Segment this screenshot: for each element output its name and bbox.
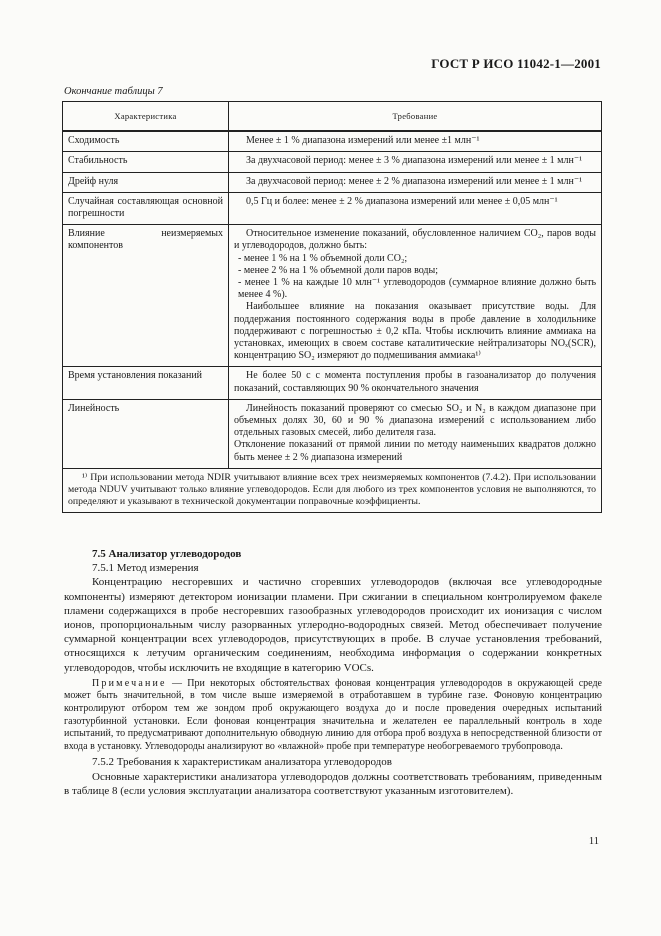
table-row [63, 131, 602, 152]
note-paragraph [64, 678, 602, 754]
table-row [63, 367, 602, 399]
requirement-text: Наибольшее влияние на показания оказывает присутствие воды. Для поддержания постоянного содержания воды в пробе давление в холодильнике поддерживают с погрешностью ± 0,2 кПа. Чтобы исключить влияние аммиака на установках, имеющих в своем составе каталитические нейтрализаторы NOₓ(SCR), концентрацию SO₂ измеряют до подмешивания аммиака¹⁾ [234, 301, 596, 362]
characteristic-name: Случайная составляющая основной погрешности [68, 195, 223, 220]
characteristic-cell [63, 399, 229, 468]
requirement-cell [229, 192, 602, 224]
table-row [63, 225, 602, 367]
characteristic-name: Влияние неизмеряемых компонентов [68, 228, 223, 252]
section-title: 7.5 Анализатор углеводородов [92, 548, 242, 560]
table-7 [62, 101, 602, 513]
table-row [63, 192, 602, 224]
characteristic-name: Стабильность [68, 155, 128, 167]
table-footnote: ¹⁾ При использовании метода NDIR учитывают влияние всех трех неизмеряемых компонентов (7.4.2). При использовании метода NDUV учитывают только влияние углеводородов. Если для любого из трех компонентов условия не выполняются, то определяют и указывают в технической документации поправочные коэффициенты. [63, 468, 602, 512]
requirement-text: - менее 1 % на каждые 10 млн⁻¹ углеводородов (суммарное влияние должно быть менее 4 %). [238, 277, 596, 301]
table-row [63, 399, 602, 468]
requirement-text: Линейность показаний проверяют со смесью SO₂ и N₂ в каждом диапазоне при объемных долях 30, 60 и 90 % диапазона измерений с использованием либо отдельных газовых смесей, либо делителя газа. [234, 402, 596, 439]
note-label: Примечание [92, 677, 167, 689]
characteristic-cell [63, 131, 229, 152]
standard-header: ГОСТ Р ИСО 11042-1—2001 [431, 56, 601, 71]
table-header-row [63, 102, 602, 132]
column-header-requirement: Требование [229, 102, 602, 132]
requirement-text: Менее ± 1 % диапазона измерений или менее ±1 млн⁻¹ [246, 135, 480, 147]
characteristic-cell [63, 152, 229, 172]
requirement-text: 0,5 Гц и более: менее ± 2 % диапазона измерений или менее ± 0,05 млн⁻¹ [246, 195, 558, 207]
requirement-cell [229, 367, 602, 399]
characteristic-cell [63, 192, 229, 224]
column-header-characteristic: Характеристика [63, 102, 229, 132]
requirement-cell [229, 131, 602, 152]
paragraph-method: Концентрацию несгоревших и частично сгоревших углеводородов (включая все углеводородные компоненты) измеряют детектором ионизации пламени. При сжигании в специальном контролируемом факеле пламени содержащихся в пробе несгоревших газообразных углеводородов происходит их ионизация с числом ионов, пропорциональным числу разорванных углеродно-водородных связей. Метод обеспечивает получение суммарной концентрации всех углеводородов, присутствующих в пробе. В случае установления требований, относящихся к летучим органическим соединениям, необходима информация о содержании конкретных углеводородов, чтобы исключить не входящие в категорию VOCs. [64, 576, 602, 674]
requirement-text: Не более 50 с с момента поступления пробы в газоанализатор до получения показаний, составляющих 90 % окончательного значения [234, 370, 596, 394]
note-text: — При некоторых обстоятельствах фоновая концентрация углеводородов в окружающей среде может быть значительной, в том числе выше измеряемой в отработавшем в турбине газе. Фоновую концентрацию контролируют отбором тем же зондом проб окружающего воздуха до и после проведения очередных испытаний газотурбинной установки. Если фоновая концентрация значительна и желателен ее параллельный контроль в ходе испытаний, то предусматривают дополнительную обводную линию для отбора проб воздуха в непосредственной близости от входа в установку. Углеводороды анализируют во «влажной» пробе при температуре необогреваемого трубопровода. [64, 677, 602, 752]
requirement-text: За двухчасовой период: менее ± 2 % диапазона измерений или менее ± 1 млн⁻¹ [246, 175, 583, 187]
paragraph-requirements: Основные характеристики анализатора углеводородов должны соответствовать требованиям, приведенным в таблице 8 (если условия эксплуатации анализатора соответствуют указанным изготовителем). [64, 770, 602, 797]
requirement-cell [229, 399, 602, 468]
requirement-text: - менее 1 % на 1 % объемной доли CO₂; [238, 252, 408, 264]
characteristic-cell [63, 172, 229, 192]
requirement-text: - менее 2 % на 1 % объемной доли паров воды; [238, 264, 439, 276]
characteristic-name: Дрейф нуля [68, 175, 119, 187]
requirement-text: Относительное изменение показаний, обусловленное наличием CO₂, паров воды и углеводородов, должно быть: [234, 228, 596, 252]
footnote-row [63, 468, 602, 512]
characteristic-name: Линейность [68, 402, 120, 414]
table-row [63, 172, 602, 192]
subsection-title-7-5-1: 7.5.1 Метод измерения [92, 562, 199, 575]
characteristic-name: Время установления показаний [68, 370, 203, 382]
requirement-text: За двухчасовой период: менее ± 3 % диапазона измерений или менее ± 1 млн⁻¹ [246, 155, 583, 167]
requirement-cell [229, 152, 602, 172]
characteristic-cell [63, 367, 229, 399]
requirement-cell [229, 225, 602, 367]
table-row [63, 152, 602, 172]
requirement-text: Отклонение показаний от прямой линии по методу наименьших квадратов должно быть менее ± 2 % диапазона измерений [234, 439, 596, 463]
requirement-cell [229, 172, 602, 192]
characteristic-cell [63, 225, 229, 367]
subsection-title-7-5-2: 7.5.2 Требования к характеристикам анализатора углеводородов [92, 756, 392, 769]
table-caption: Окончание таблицы 7 [64, 86, 163, 97]
section-7-5 [64, 547, 602, 798]
characteristic-name: Сходимость [68, 135, 120, 147]
page-number: 11 [588, 836, 599, 847]
